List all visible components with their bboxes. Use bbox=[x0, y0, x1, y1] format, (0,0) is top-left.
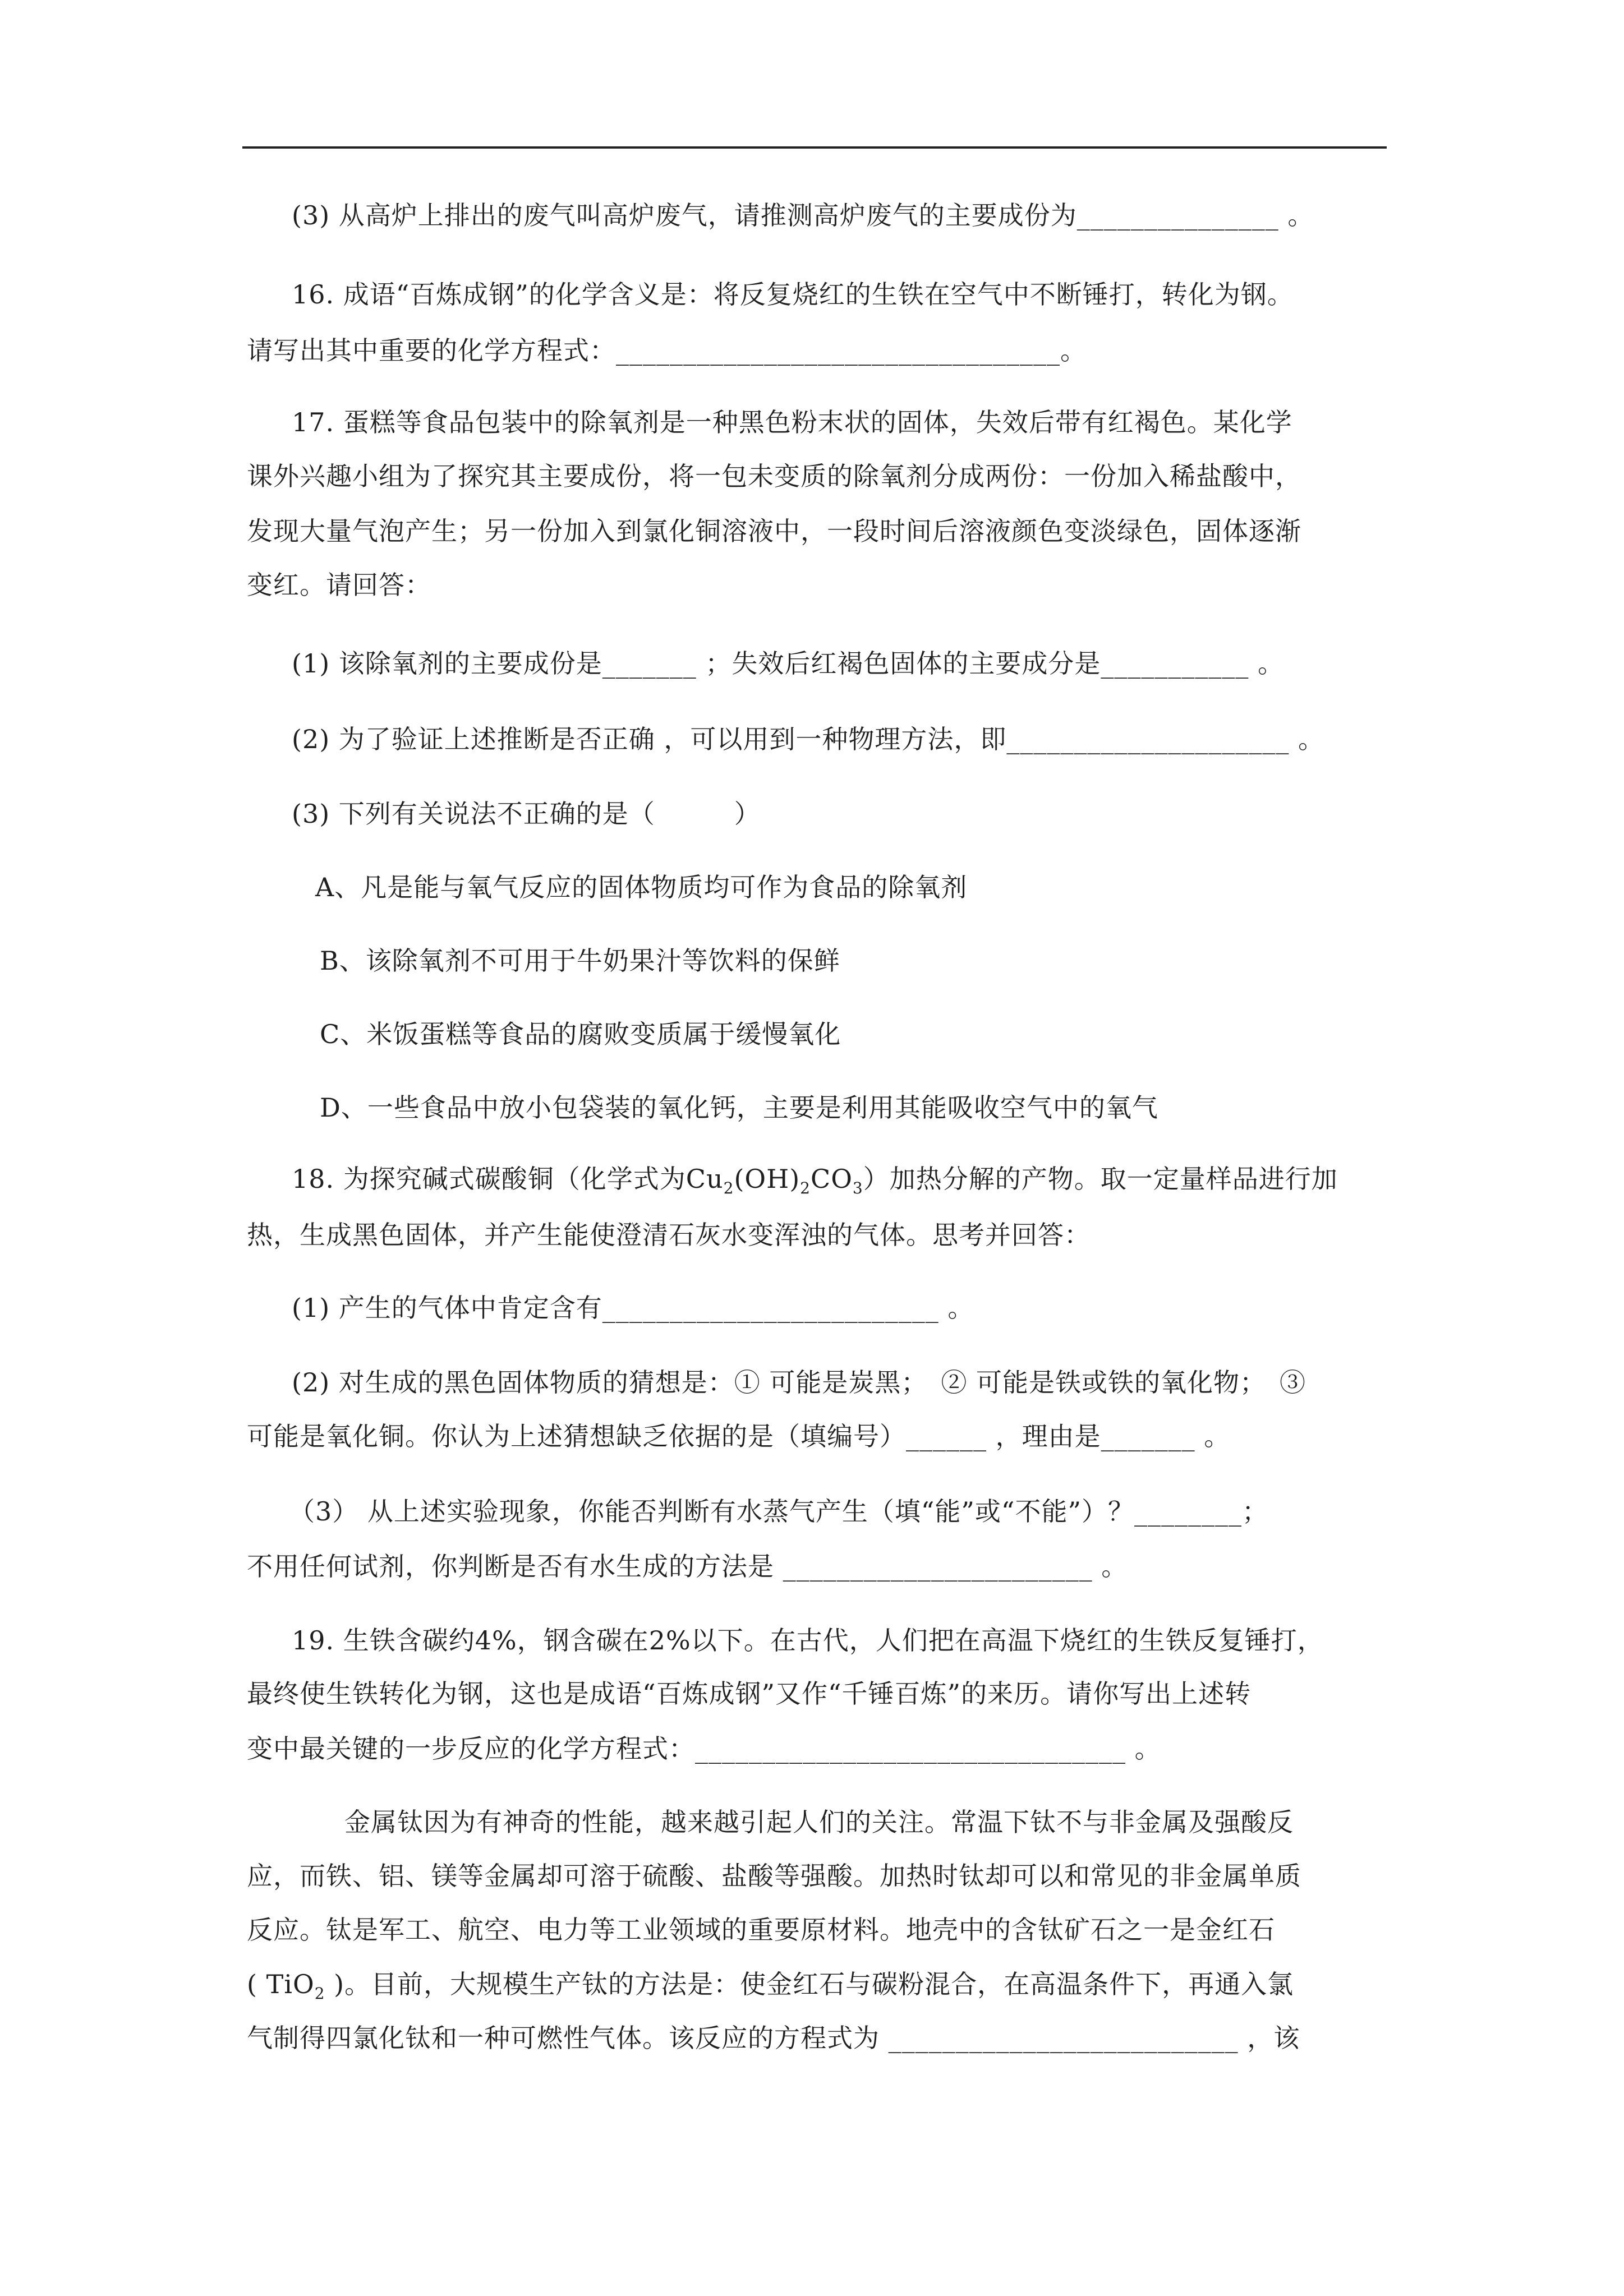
titanium-para-line2: 应，而铁、铝、镁等金属却可溶于硫酸、盐酸等强酸。加热时钛却可以和常见的非金属单质 bbox=[247, 1861, 1301, 1891]
q17-option-c: C、米饭蛋糕等食品的腐败变质属于缓慢氧化 bbox=[320, 1019, 841, 1049]
q18-line2: 热，生成黑色固体，并产生能使澄清石灰水变浑浊的气体。思考并回答： bbox=[247, 1220, 1091, 1250]
copper-formula bbox=[686, 1164, 863, 1197]
q16-line2: 请写出其中重要的化学方程式：_________________________________。 bbox=[247, 335, 1087, 366]
q17-part1: (1) 该除氧剂的主要成份是_______ ；失效后红褐色固体的主要成分是___________ 。 bbox=[292, 648, 1285, 679]
ti-subscript: 2 bbox=[314, 1984, 325, 2003]
q17-part2: (2) 为了验证上述推断是否正确 ，可以用到一种物理方法，即_____________________ 。 bbox=[292, 724, 1325, 754]
q18-line1-start: 18. 为探究碱式碳酸铜（化学式为 bbox=[292, 1164, 686, 1194]
oh-subscript: 2 bbox=[800, 1179, 811, 1197]
q17-line4: 变红。请回答： bbox=[247, 570, 431, 600]
co-subscript: 3 bbox=[852, 1179, 863, 1197]
titanium-para-line4 bbox=[247, 1967, 1294, 2011]
titanium-para-line5: 气制得四氯化钛和一种可燃性气体。该反应的方程式为 __________________________ ，该 bbox=[247, 2023, 1300, 2053]
q17-part3: (3) 下列有关说法不正确的是（ ） bbox=[292, 799, 761, 829]
q17-line3: 发现大量气泡产生；另一份加入到氯化铜溶液中，一段时间后溶液颜色变淡绿色，固体逐渐 bbox=[247, 516, 1301, 546]
oh-group: (OH) bbox=[734, 1164, 801, 1194]
q18-part3-line2: 不用任何试剂，你判断是否有水生成的方法是 _______________________ 。 bbox=[247, 1551, 1128, 1582]
cu-subscript: 2 bbox=[723, 1179, 734, 1197]
q19-line3: 变中最关键的一步反应的化学方程式：________________________________ 。 bbox=[247, 1733, 1161, 1764]
co-group: CO bbox=[811, 1164, 853, 1194]
q18-part2-line1: (2) 对生成的黑色固体物质的猜想是：① 可能是炭黑； ② 可能是铁或铁的氧化物； ③ bbox=[292, 1367, 1306, 1398]
q15-part3: (3) 从高炉上排出的废气叫高炉废气，请推测高炉废气的主要成份为_______________ 。 bbox=[292, 200, 1314, 230]
q16-line1: 16. 成语“百炼成钢”的化学含义是：将反复烧红的生铁在空气中不断锤打，转化为钢。 bbox=[292, 279, 1294, 310]
q19-line2: 最终使生铁转化为钢，这也是成语“百炼成钢”又作“千锤百炼”的来历。请你写出上述转 bbox=[247, 1679, 1252, 1709]
ti-open-paren: ( bbox=[247, 1969, 257, 1999]
ti-symbol: TiO bbox=[266, 1969, 315, 1999]
titanium-para-line4-rest: )。目前，大规模生产钛的方法是：使金红石与碳粉混合，在高温条件下，再通入氯 bbox=[334, 1969, 1294, 1999]
q17-option-a: A、凡是能与氧气反应的固体物质均可作为食品的除氧剂 bbox=[315, 872, 968, 902]
titanium-para-line1: 金属钛因为有神奇的性能，越来越引起人们的关注。常温下钛不与非金属及强酸反 bbox=[344, 1807, 1294, 1837]
q18-part3-line1: （3） 从上述实验现象，你能否判断有水蒸气产生（填“能”或“不能”）？________； bbox=[289, 1496, 1268, 1527]
q17-line2: 课外兴趣小组为了探究其主要成份，将一包未变质的除氧剂分成两份：一份加入稀盐酸中， bbox=[247, 461, 1301, 491]
q18-line1-end: ）加热分解的产物。取一定量样品进行加 bbox=[863, 1164, 1338, 1194]
q17-option-d: D、一些食品中放小包袋装的氧化钙，主要是利用其能吸收空气中的氧气 bbox=[320, 1092, 1158, 1123]
q18-part2-line2: 可能是氧化铜。你认为上述猜想缺乏依据的是（填编号）______ ，理由是_______ 。 bbox=[247, 1421, 1231, 1451]
q18-part1: (1) 产生的气体中肯定含有_________________________ 。 bbox=[292, 1293, 974, 1323]
cu-symbol: Cu bbox=[686, 1164, 724, 1194]
q17-line1: 17. 蛋糕等食品包装中的除氧剂是一种黑色粉末状的固体，失效后带有红褐色。某化学 bbox=[292, 407, 1292, 437]
q17-option-b: B、该除氧剂不可用于牛奶果汁等饮料的保鲜 bbox=[320, 946, 840, 976]
titanium-dioxide-formula bbox=[266, 1969, 325, 2003]
q18-line1 bbox=[292, 1162, 1338, 1205]
q19-line1: 19. 生铁含碳约4%，钢含碳在2%以下。在古代，人们把在高温下烧红的生铁反复锤打， bbox=[292, 1625, 1324, 1656]
titanium-para-line3: 反应。钛是军工、航空、电力等工业领域的重要原材料。地壳中的含钛矿石之一是金红石 bbox=[247, 1915, 1275, 1945]
